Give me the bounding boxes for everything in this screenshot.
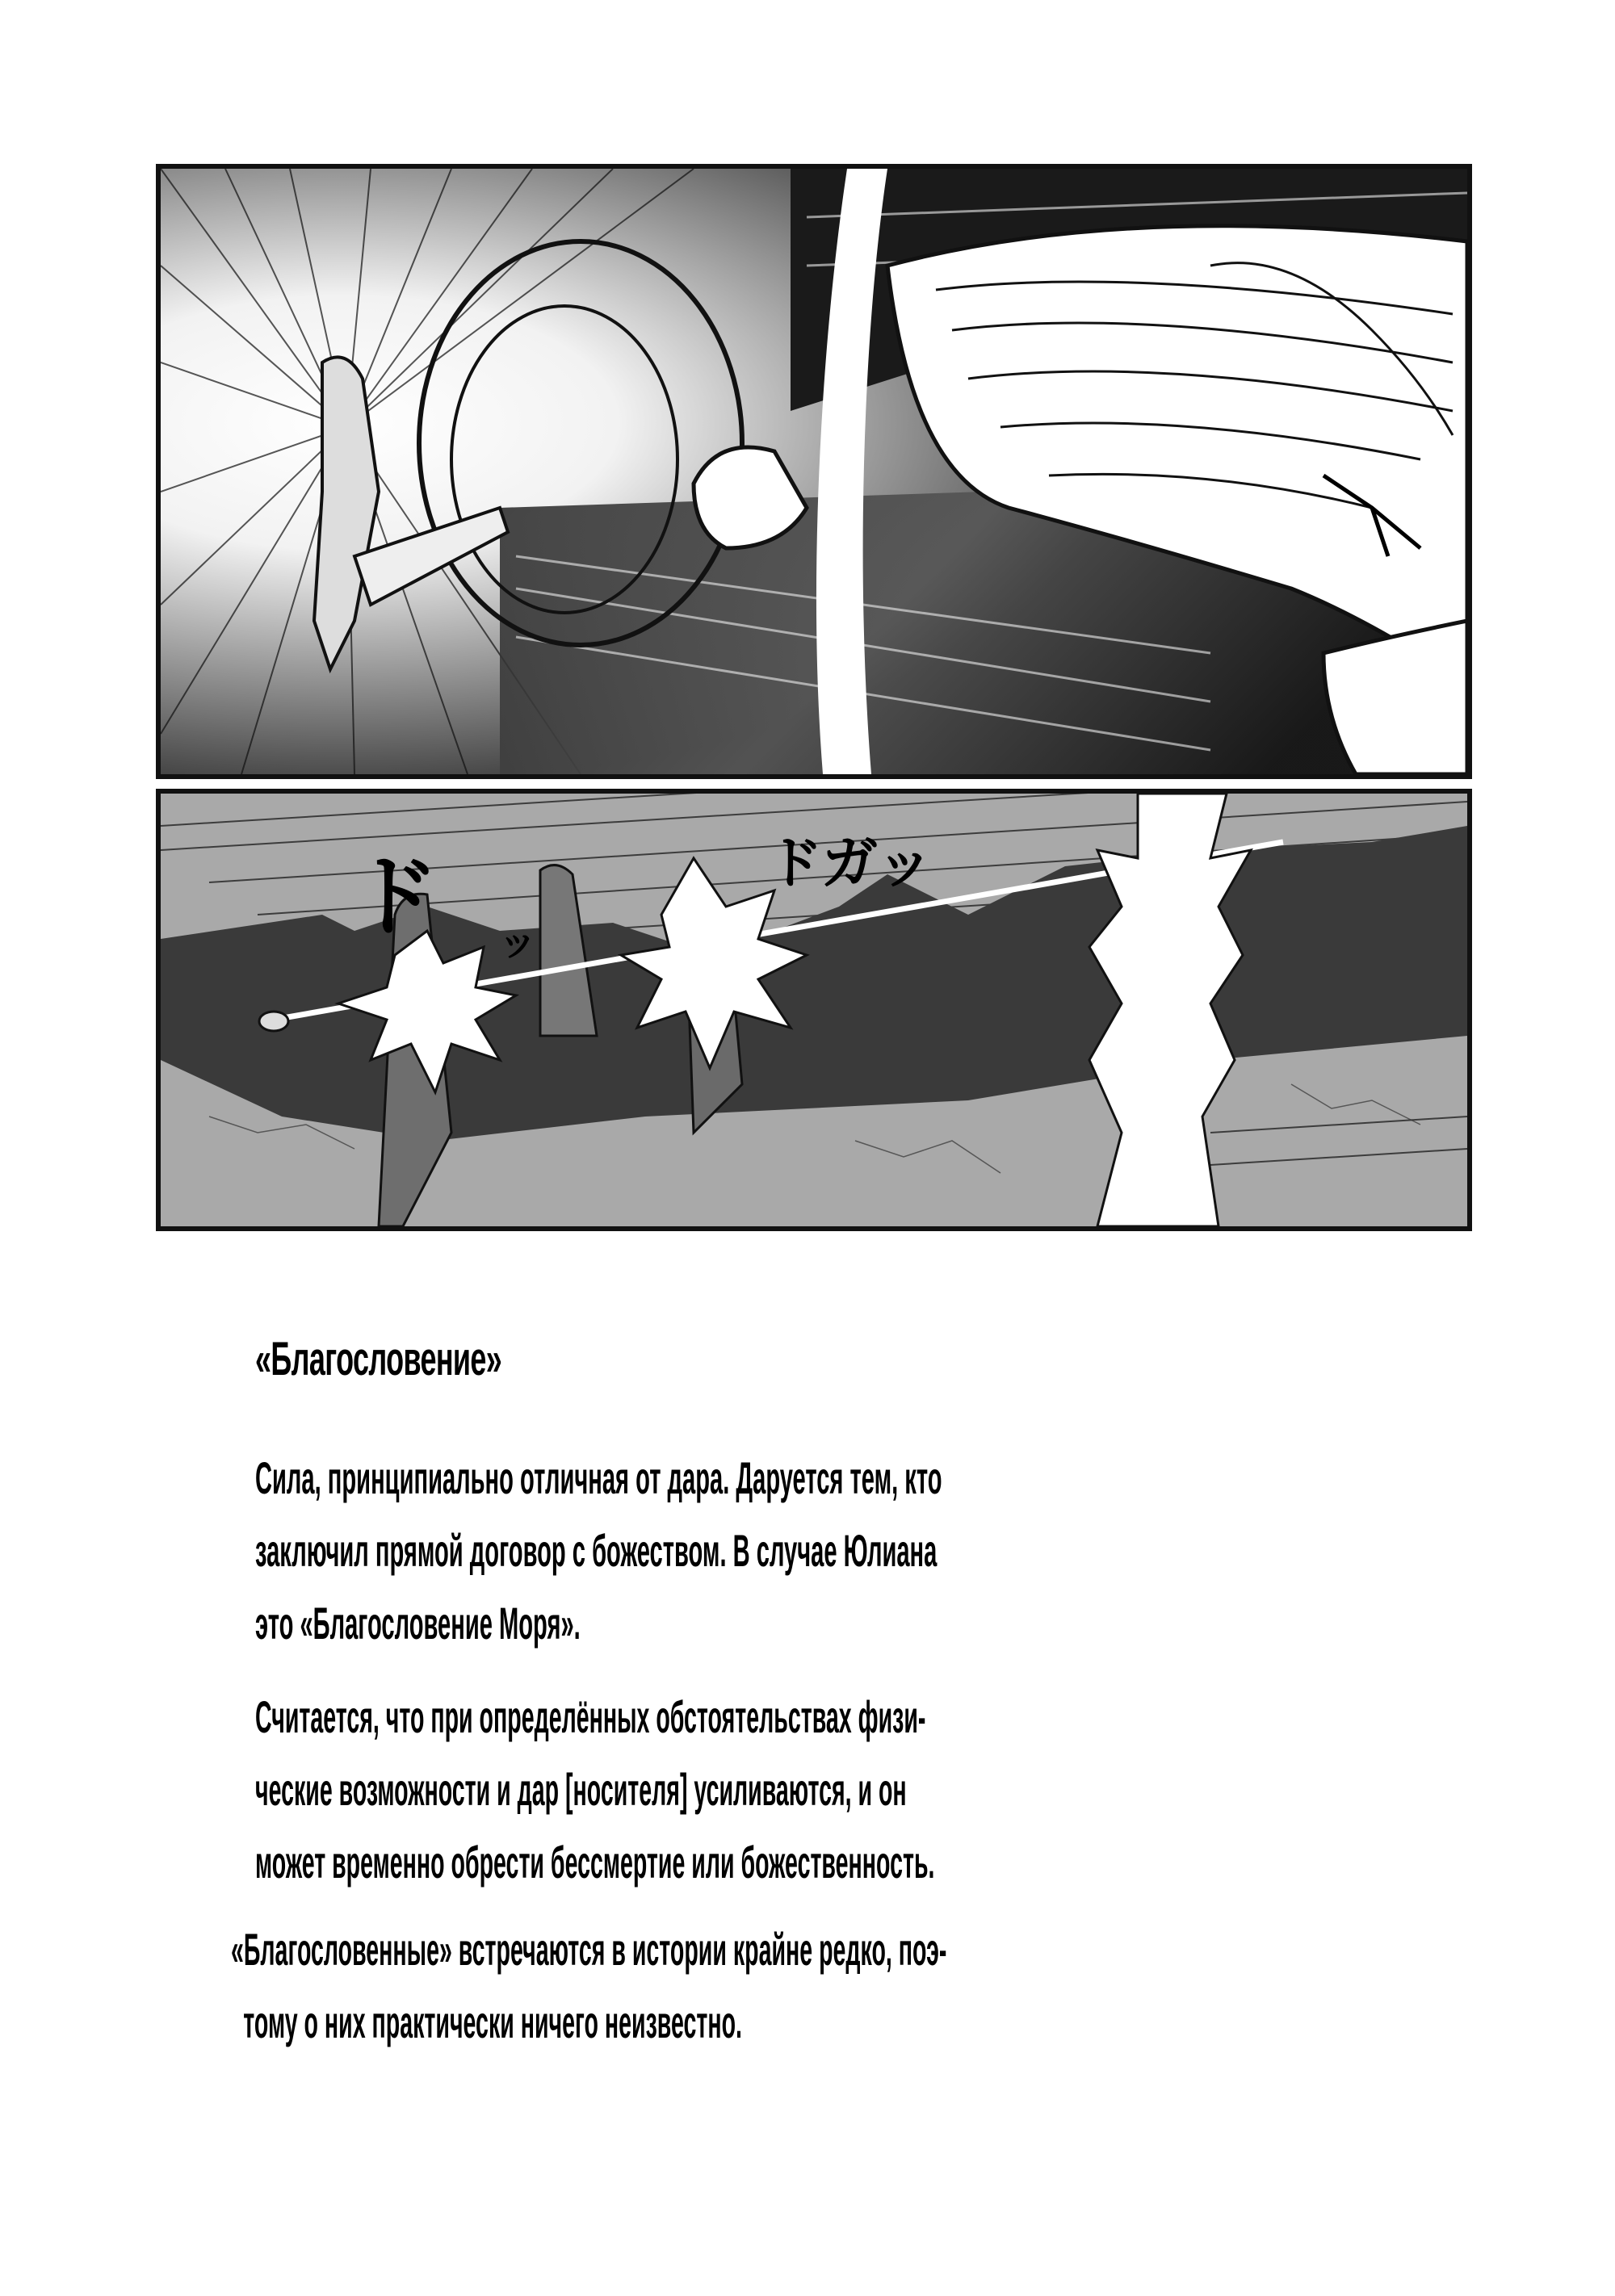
projectile bbox=[259, 1012, 288, 1031]
sfx-tsu: ッ bbox=[498, 920, 538, 965]
paragraph-line: Считается, что при определённых обстоятельствах физи- bbox=[255, 1691, 926, 1742]
manga-panel-1 bbox=[156, 164, 1472, 779]
paragraph-line: это «Благословение Моря». bbox=[255, 1598, 581, 1649]
article-paragraph-2 bbox=[255, 1681, 934, 1899]
paragraph-line: Сила, принципиально отличная от дара. Даруется тем, кто bbox=[255, 1452, 942, 1503]
article-title: «Благословение» bbox=[255, 1333, 502, 1385]
paragraph-line: «Благословенные» встречаются в истории крайне редко, поэ- bbox=[231, 1924, 947, 1975]
paragraph-line: может временно обрести бессмертие или божественность. bbox=[255, 1837, 935, 1887]
paragraph-line: ческие возможности и дар [носителя] усиливаются, и он bbox=[255, 1764, 907, 1815]
sfx-dogat: ドガッ bbox=[766, 830, 933, 896]
article-paragraph-3 bbox=[231, 1913, 946, 2059]
panel-1-artwork bbox=[161, 169, 1467, 774]
sfx-do: ド bbox=[350, 845, 439, 949]
paragraph-line: тому о них практически ничего неизвестно. bbox=[243, 1996, 742, 2047]
manga-panel-2 bbox=[156, 789, 1472, 1231]
article-paragraph-1 bbox=[255, 1442, 942, 1660]
paragraph-line: заключил прямой договор с божеством. В случае Юлиана bbox=[255, 1525, 938, 1576]
